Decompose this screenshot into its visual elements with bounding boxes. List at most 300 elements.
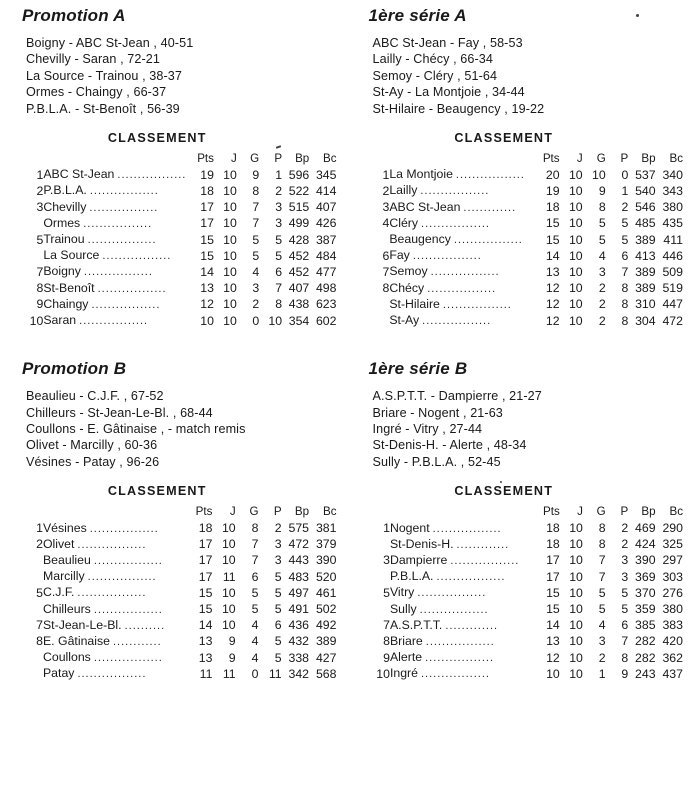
pts: 17 — [546, 569, 560, 584]
table-row — [371, 553, 684, 569]
table-row — [24, 618, 337, 634]
pts: 19 — [200, 167, 214, 182]
result-line: St-Hilaire - Beaugency , 19-22 — [372, 101, 545, 116]
team-name: Trainou ................. — [43, 232, 157, 247]
col-g: G — [596, 505, 606, 519]
p: 8 — [621, 281, 629, 296]
col-p: P — [620, 505, 629, 519]
bc: 276 — [662, 585, 683, 600]
team-name: Ingré ................. — [389, 666, 490, 681]
pts: 15 — [200, 232, 214, 247]
pts: 15 — [198, 602, 213, 617]
bc: 602 — [315, 313, 337, 328]
leader-dots: ................. — [430, 266, 500, 279]
g: 7 — [598, 569, 606, 584]
leader-dots: ................. — [93, 603, 163, 616]
bc: 390 — [315, 553, 337, 568]
bp: 436 — [288, 618, 310, 633]
j: 10 — [221, 553, 236, 568]
p: 8 — [621, 297, 629, 312]
j: 10 — [223, 200, 237, 215]
bc: 509 — [662, 264, 683, 279]
table-row — [24, 232, 337, 248]
bp: 369 — [635, 569, 656, 584]
result-line: Briare - Nogent , 21-63 — [372, 405, 503, 420]
team-name: Olivet ................. — [42, 536, 147, 551]
team-name: A.S.P.T.T. ............. — [389, 617, 499, 632]
team-name: Marcilly ................. — [42, 569, 157, 584]
bp: 438 — [288, 297, 310, 312]
table-row — [24, 297, 337, 313]
pts: 15 — [200, 248, 214, 263]
j: 10 — [569, 585, 583, 600]
leader-dots: ................. — [412, 250, 482, 263]
p: 5 — [621, 216, 629, 231]
p: 2 — [275, 183, 283, 198]
j: 10 — [569, 618, 583, 633]
p: 11 — [268, 666, 282, 681]
j: 10 — [569, 553, 583, 568]
leader-dots: ................. — [87, 571, 157, 584]
j: 10 — [223, 264, 237, 279]
col-p: P — [273, 505, 282, 519]
bp: 424 — [635, 537, 656, 552]
team-name: Alerte ................. — [389, 650, 495, 665]
table-row — [371, 248, 684, 264]
col-g: G — [249, 505, 259, 519]
leader-dots: ................. — [89, 522, 159, 535]
col-pts: Pts — [197, 152, 214, 166]
rank: 10 — [29, 313, 44, 328]
table-row — [24, 521, 337, 537]
pts: 15 — [545, 232, 560, 247]
rank: 2 — [36, 183, 44, 198]
g: 7 — [252, 200, 260, 215]
g: 3 — [598, 264, 606, 279]
j: 10 — [569, 650, 583, 665]
print-speck-icon — [500, 481, 502, 483]
section-title: Promotion A — [22, 6, 126, 25]
p: 7 — [621, 264, 629, 279]
g: 7 — [598, 553, 606, 568]
g: 4 — [251, 634, 259, 649]
right-column — [337, 6, 684, 685]
bp: 282 — [635, 634, 656, 649]
p: 3 — [621, 569, 629, 584]
table-row — [24, 650, 337, 666]
table-header-row — [371, 504, 684, 520]
p: 0 — [621, 167, 629, 182]
g: 5 — [598, 232, 606, 247]
bp: 499 — [288, 216, 310, 231]
bc: 477 — [315, 264, 337, 279]
g: 5 — [598, 602, 606, 617]
bc: 340 — [662, 167, 683, 182]
bp: 546 — [635, 200, 656, 215]
g: 6 — [251, 569, 259, 584]
leader-dots: ................. — [417, 587, 487, 600]
result-line: P.B.L.A. - St-Benoît , 56-39 — [26, 101, 180, 116]
rank — [371, 537, 390, 553]
leader-dots: ................. — [425, 635, 495, 648]
bp: 389 — [635, 232, 656, 247]
col-bc: Bc — [322, 505, 337, 519]
bp: 443 — [288, 553, 310, 568]
table-row — [371, 602, 684, 618]
two-column-layout — [8, 6, 683, 685]
team-name: Lailly ................. — [389, 183, 490, 198]
team-name: Saran ................. — [43, 313, 149, 328]
bc: 461 — [315, 585, 337, 600]
bp: 472 — [288, 537, 310, 552]
table-row — [371, 666, 684, 682]
rank: 7 — [36, 618, 43, 633]
rank: 3 — [382, 200, 390, 215]
rank: 5 — [383, 585, 390, 600]
standings-heading: CLASSEMENT — [107, 131, 207, 146]
j: 10 — [569, 537, 583, 552]
g: 8 — [251, 521, 259, 535]
p: 2 — [274, 521, 282, 535]
leader-dots: ............. — [463, 201, 517, 214]
team-name: La Montjoie ................. — [389, 167, 525, 182]
p: 1 — [275, 167, 283, 182]
bc: 519 — [662, 281, 683, 296]
p: 3 — [274, 537, 282, 552]
p: 9 — [621, 666, 629, 681]
bp: 389 — [635, 281, 656, 296]
result-line: St-Denis-H. - Alerte , 48-34 — [372, 438, 527, 453]
leader-dots: ................. — [83, 266, 153, 279]
j: 9 — [228, 650, 236, 665]
bc: 407 — [315, 200, 337, 215]
col-pts: Pts — [195, 505, 213, 519]
rank: 5 — [36, 232, 44, 247]
team-name: Nogent ................. — [389, 520, 502, 535]
g: 7 — [251, 553, 259, 568]
j: 10 — [223, 232, 237, 247]
g: 0 — [251, 666, 259, 681]
standings-table — [371, 151, 684, 329]
leader-dots: ................. — [97, 282, 167, 295]
p: 5 — [274, 602, 282, 617]
pts: 18 — [545, 200, 560, 215]
team-name: Fay ................. — [389, 248, 482, 263]
leader-dots: ................. — [425, 652, 495, 665]
team-name: Vitry ................. — [389, 585, 487, 600]
j: 10 — [568, 183, 583, 198]
result-line: Vésines - Patay , 96-26 — [26, 454, 160, 469]
j: 9 — [228, 634, 236, 649]
bp: 413 — [635, 248, 656, 263]
pts: 12 — [200, 297, 214, 312]
j: 10 — [569, 666, 583, 681]
col-j: J — [231, 152, 237, 166]
bc: 297 — [662, 553, 683, 568]
col-pts: Pts — [542, 505, 560, 519]
j: 10 — [568, 297, 583, 312]
rank — [371, 313, 390, 329]
col-bp: Bp — [295, 152, 310, 166]
rank — [24, 248, 43, 264]
rank — [24, 666, 43, 682]
rank: 1 — [36, 167, 44, 182]
section-promotion-b — [8, 359, 337, 682]
p: 8 — [621, 650, 629, 665]
team-name: Sully ................. — [389, 601, 489, 616]
pts: 15 — [198, 585, 213, 600]
bp: 428 — [288, 232, 310, 247]
j: 11 — [222, 569, 236, 584]
rank — [24, 602, 43, 618]
col-team — [389, 151, 538, 167]
pts: 12 — [546, 650, 560, 665]
table-row — [371, 521, 684, 537]
rank: 1 — [36, 521, 43, 535]
bp: 338 — [288, 650, 310, 665]
result-line: Semoy - Cléry , 51-64 — [372, 68, 498, 83]
p: 5 — [274, 569, 282, 584]
result-line: Ormes - Chaingy , 66-37 — [26, 85, 167, 100]
pts: 11 — [199, 666, 213, 681]
leader-dots: .......... — [124, 619, 166, 632]
pts: 15 — [546, 602, 560, 617]
left-column — [8, 6, 337, 685]
bc: 379 — [315, 537, 337, 552]
rank: 8 — [383, 634, 390, 649]
g: 4 — [252, 264, 260, 279]
col-bp: Bp — [641, 505, 656, 519]
pts: 17 — [198, 569, 213, 584]
pts: 12 — [545, 297, 560, 312]
bp: 370 — [635, 585, 656, 600]
team-name: St-Jean-Le-Bl. .......... — [42, 617, 166, 632]
table-row — [24, 569, 337, 585]
leader-dots: ................. — [77, 668, 147, 681]
table-header-row — [24, 504, 337, 520]
bp: 354 — [288, 313, 310, 328]
team-name: Chilleurs ................. — [42, 601, 163, 616]
leader-dots: ............. — [456, 538, 510, 551]
pts: 13 — [546, 634, 560, 649]
leader-dots: ................. — [102, 250, 172, 263]
rank: 4 — [382, 216, 390, 231]
j: 10 — [223, 216, 237, 231]
p: 2 — [621, 521, 629, 535]
result-line: A.S.P.T.T. - Dampierre , 21-27 — [372, 389, 542, 404]
g: 9 — [252, 167, 260, 182]
bp: 342 — [288, 666, 310, 681]
bc: 387 — [315, 232, 337, 247]
bc: 435 — [662, 216, 683, 231]
g: 5 — [251, 585, 259, 600]
j: 10 — [569, 602, 583, 617]
bp: 432 — [288, 634, 310, 649]
standings-table — [24, 504, 337, 682]
team-name: Vésines ................. — [42, 520, 159, 535]
bc: 447 — [662, 297, 683, 312]
results-list — [373, 388, 684, 470]
team-name: ABC St-Jean ............. — [389, 199, 517, 214]
results-list — [26, 35, 337, 117]
team-name: St-Denis-H. ............. — [389, 536, 510, 551]
rank — [24, 553, 43, 569]
result-line: Ingré - Vitry , 27-44 — [372, 422, 483, 437]
bc: 343 — [662, 183, 683, 198]
rank: 8 — [36, 634, 43, 649]
rank: 6 — [382, 248, 390, 263]
pts: 18 — [198, 521, 213, 535]
j: 10 — [223, 183, 237, 198]
pts: 12 — [545, 281, 560, 296]
standings-heading: CLASSEMENT — [454, 484, 554, 499]
pts: 17 — [546, 553, 560, 568]
col-pts: Pts — [542, 152, 560, 166]
g: 4 — [598, 248, 606, 263]
g: 10 — [592, 167, 606, 182]
bc: 411 — [663, 232, 683, 247]
table-row — [371, 264, 684, 280]
rank: 7 — [36, 264, 44, 279]
col-bc: Bc — [322, 152, 337, 166]
g: 5 — [252, 248, 260, 263]
bp: 390 — [635, 553, 656, 568]
pts: 14 — [545, 248, 560, 263]
bp: 407 — [288, 281, 310, 296]
bc: 381 — [315, 521, 337, 535]
results-list — [373, 35, 684, 117]
pts: 12 — [545, 313, 560, 328]
pts: 14 — [546, 618, 560, 633]
col-g: G — [596, 152, 606, 166]
table-header-row — [24, 151, 337, 167]
pts: 18 — [200, 183, 214, 198]
bc: 426 — [315, 216, 337, 231]
j: 10 — [568, 264, 583, 279]
bp: 282 — [635, 650, 656, 665]
results-list — [26, 388, 337, 470]
j: 10 — [221, 521, 236, 535]
leader-dots: ................. — [453, 234, 523, 247]
team-name: Semoy ................. — [389, 264, 500, 279]
g: 8 — [598, 521, 606, 535]
p: 5 — [621, 585, 629, 600]
p: 3 — [621, 553, 629, 568]
table-row — [24, 216, 337, 232]
col-team — [390, 504, 538, 520]
bc: 380 — [662, 602, 683, 617]
section-title: 1ère série A — [368, 6, 467, 25]
pts: 14 — [200, 264, 214, 279]
pts: 15 — [545, 216, 560, 231]
leader-dots: ................. — [89, 201, 159, 214]
p: 5 — [274, 634, 282, 649]
pts: 13 — [198, 634, 213, 649]
team-name: St-Hilaire ................. — [389, 296, 512, 311]
bp: 359 — [635, 602, 656, 617]
table-row — [24, 167, 337, 183]
table-row — [371, 200, 684, 216]
rank — [24, 569, 43, 585]
bc: 414 — [315, 183, 337, 198]
p: 5 — [621, 232, 629, 247]
section-title: 1ère série B — [368, 359, 468, 379]
g: 7 — [252, 216, 260, 231]
table-row — [371, 183, 684, 199]
p: 7 — [275, 281, 283, 296]
team-name: Beaulieu ................. — [42, 552, 163, 567]
bc: 303 — [662, 569, 683, 584]
bp: 596 — [288, 167, 310, 182]
col-bc: Bc — [669, 505, 683, 519]
col-p: P — [274, 152, 283, 166]
leader-dots: ............ — [112, 635, 162, 648]
bp: 469 — [635, 521, 656, 535]
p: 2 — [621, 537, 629, 552]
j: 10 — [221, 602, 236, 617]
pts: 10 — [200, 313, 214, 328]
rank: 2 — [36, 537, 43, 552]
j: 10 — [221, 537, 236, 552]
team-name: Coullons ................. — [42, 650, 163, 665]
p: 6 — [621, 618, 629, 633]
p: 10 — [268, 313, 283, 328]
section-serie-a — [355, 6, 684, 329]
table-row — [24, 200, 337, 216]
bp: 243 — [635, 666, 656, 681]
rank: 1 — [383, 521, 390, 535]
bp: 485 — [635, 216, 656, 231]
j: 10 — [221, 585, 236, 600]
col-rank — [24, 504, 43, 520]
p: 8 — [621, 313, 629, 328]
bc: 568 — [315, 666, 337, 681]
col-rank — [24, 151, 43, 167]
bp: 483 — [288, 569, 310, 584]
j: 10 — [568, 232, 583, 247]
bp: 497 — [288, 585, 310, 600]
table-row — [24, 264, 337, 280]
j: 10 — [223, 313, 237, 328]
leader-dots: ................. — [93, 652, 163, 665]
bc: 502 — [315, 602, 337, 617]
bc: 290 — [662, 521, 683, 535]
g: 4 — [251, 618, 259, 633]
table-row — [24, 585, 337, 601]
bp: 385 — [635, 618, 656, 633]
rank: 7 — [382, 264, 390, 279]
bc: 498 — [315, 281, 337, 296]
leader-dots: ................. — [432, 522, 502, 535]
result-line: Sully - P.B.L.A. , 52-45 — [372, 454, 501, 469]
bp: 537 — [635, 167, 656, 182]
bc: 345 — [315, 167, 337, 182]
rank — [24, 650, 43, 666]
bc: 427 — [315, 650, 337, 665]
leader-dots: ................. — [77, 538, 147, 551]
p: 3 — [275, 200, 283, 215]
table-row — [371, 232, 684, 248]
table-row — [371, 297, 684, 313]
j: 10 — [568, 248, 583, 263]
standings-table — [24, 151, 337, 329]
j: 10 — [568, 281, 583, 296]
leader-dots: ................. — [93, 554, 163, 567]
p: 5 — [274, 585, 282, 600]
leader-dots: ................. — [455, 169, 525, 182]
col-j: J — [577, 505, 583, 519]
j: 10 — [223, 281, 237, 296]
